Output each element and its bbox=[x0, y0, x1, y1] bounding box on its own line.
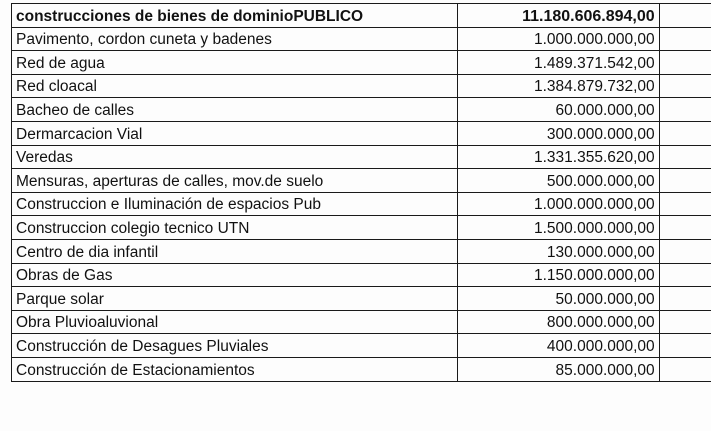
row-label: Veredas bbox=[12, 145, 458, 169]
table-row bbox=[12, 98, 711, 122]
row-amount: 1.000.000.000,00 bbox=[457, 27, 659, 51]
table-row bbox=[12, 51, 711, 75]
row-label: Parque solar bbox=[12, 287, 458, 311]
row-amount: 300.000.000,00 bbox=[457, 121, 659, 145]
row-amount: 85.000.000,00 bbox=[457, 357, 659, 381]
row-amount: 500.000.000,00 bbox=[457, 169, 659, 193]
row-amount: 400.000.000,00 bbox=[457, 334, 659, 358]
empty-cell bbox=[659, 51, 711, 75]
empty-cell bbox=[659, 145, 711, 169]
header-amount: 11.180.606.894,00 bbox=[457, 4, 659, 28]
table-row bbox=[12, 216, 711, 240]
table-header-row bbox=[12, 4, 711, 28]
row-amount: 1.384.879.732,00 bbox=[457, 74, 659, 98]
empty-cell bbox=[659, 121, 711, 145]
empty-cell bbox=[659, 239, 711, 263]
table-row bbox=[12, 74, 711, 98]
empty-cell bbox=[659, 287, 711, 311]
empty-cell bbox=[659, 27, 711, 51]
row-label: Construcción de Estacionamientos bbox=[12, 357, 458, 381]
row-label: Construccion colegio tecnico UTN bbox=[12, 216, 458, 240]
header-label: construcciones de bienes de dominioPUBLICO bbox=[12, 4, 458, 28]
empty-cell bbox=[659, 310, 711, 334]
row-label: Obras de Gas bbox=[12, 263, 458, 287]
table-row bbox=[12, 27, 711, 51]
row-amount: 1.150.000.000,00 bbox=[457, 263, 659, 287]
row-amount: 1.489.371.542,00 bbox=[457, 51, 659, 75]
table-row bbox=[12, 192, 711, 216]
row-amount: 1.331.355.620,00 bbox=[457, 145, 659, 169]
row-amount: 50.000.000,00 bbox=[457, 287, 659, 311]
empty-cell bbox=[659, 334, 711, 358]
empty-cell bbox=[659, 192, 711, 216]
row-label: Red de agua bbox=[12, 51, 458, 75]
table-row bbox=[12, 239, 711, 263]
empty-cell bbox=[659, 216, 711, 240]
budget-table bbox=[11, 3, 711, 382]
row-label: Dermarcacion Vial bbox=[12, 121, 458, 145]
row-label: Bacheo de calles bbox=[12, 98, 458, 122]
empty-cell bbox=[659, 74, 711, 98]
row-amount: 800.000.000,00 bbox=[457, 310, 659, 334]
empty-cell bbox=[659, 4, 711, 28]
row-label: Pavimento, cordon cuneta y badenes bbox=[12, 27, 458, 51]
row-label: Obra Pluvioaluvional bbox=[12, 310, 458, 334]
empty-cell bbox=[659, 263, 711, 287]
row-label: Centro de dia infantil bbox=[12, 239, 458, 263]
table-row bbox=[12, 310, 711, 334]
table-row bbox=[12, 145, 711, 169]
row-label: Mensuras, aperturas de calles, mov.de suelo bbox=[12, 169, 458, 193]
row-amount: 60.000.000,00 bbox=[457, 98, 659, 122]
row-amount: 1.000.000.000,00 bbox=[457, 192, 659, 216]
row-label: Construccion e Iluminación de espacios Pub bbox=[12, 192, 458, 216]
empty-cell bbox=[659, 98, 711, 122]
row-label: Construcción de Desagues Pluviales bbox=[12, 334, 458, 358]
table-row bbox=[12, 121, 711, 145]
table-row bbox=[12, 287, 711, 311]
row-label: Red cloacal bbox=[12, 74, 458, 98]
table-row bbox=[12, 357, 711, 381]
table-row bbox=[12, 263, 711, 287]
row-amount: 1.500.000.000,00 bbox=[457, 216, 659, 240]
row-amount: 130.000.000,00 bbox=[457, 239, 659, 263]
empty-cell bbox=[659, 357, 711, 381]
table-row bbox=[12, 334, 711, 358]
table-row bbox=[12, 169, 711, 193]
empty-cell bbox=[659, 169, 711, 193]
